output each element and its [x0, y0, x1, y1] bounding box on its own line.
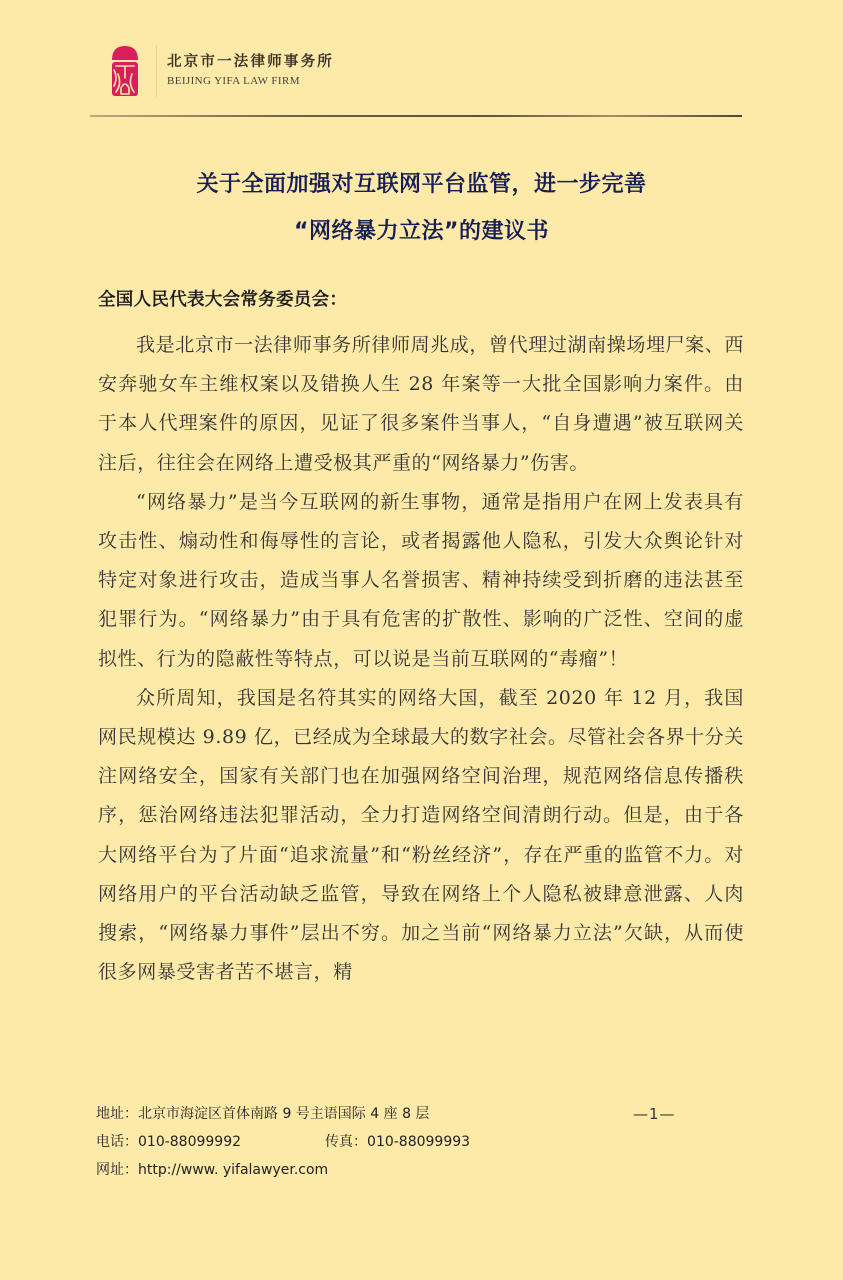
website-label: 网址：	[96, 1162, 138, 1178]
document-title-line-1: 关于全面加强对互联网平台监管，进一步完善	[196, 172, 647, 197]
salutation: 全国人民代表大会常务委员会：	[98, 290, 348, 310]
document-body	[98, 326, 744, 992]
yifa-seal-logo-icon	[110, 44, 140, 98]
fax-value: 010-88099993	[367, 1134, 471, 1150]
footer-address	[96, 1100, 470, 1128]
letterhead-divider	[156, 45, 157, 97]
header-rule	[90, 115, 742, 117]
paragraph: “网络暴力”是当今互联网的新生事物，通常是指用户在网上发表具有攻击性、煽动性和侮辱性的言论，或者揭露他人隐私，引发大众舆论针对特定对象进行攻击，造成当事人名誉损害、精神持续受到折磨的违法甚至犯罪行为。“网络暴力”由于具有危害的扩散性、影响的广泛性、空间的虚拟性、行为的隐蔽性等特点，可以说是当前互联网的“毒瘤”！	[98, 490, 744, 670]
phone-label: 电话：	[96, 1134, 138, 1150]
fax-label: 传真：	[325, 1134, 368, 1150]
footer-website	[96, 1156, 470, 1184]
firm-name-cn: 北京市一法律师事务所	[167, 53, 334, 70]
document-title-line-2: “网络暴力立法”的建议书	[294, 219, 549, 244]
paragraph: 我是北京市一法律师事务所律师周兆成，曾代理过湖南操场埋尸案、西安奔驰女车主维权案以及错换人生 28 年案等一大批全国影响力案件。由于本人代理案件的原因，见证了很多案件当事人，“自身遭遇”被互联网关注后，往往会在网络上遭受极其严重的“网络暴力”伤害。	[98, 334, 744, 474]
address-value: 北京市海淀区首体南路 9 号主语国际 4 座 8 层	[138, 1106, 430, 1122]
phone-value: 010-88099992	[138, 1134, 242, 1150]
letterhead	[110, 42, 334, 100]
paragraph: 众所周知，我国是名符其实的网络大国，截至 2020 年 12 月，我国网民规模达 9.89 亿，已经成为全球最大的数字社会。尽管社会各界十分关注网络安全，国家有关部门也在加强网络空间治理，规范网络信息传播秩序，惩治网络违法犯罪活动，全力打造网络空间清朗行动。但是，由于各大网络平台为了片面“追求流量”和“粉丝经济”，存在严重的监管不力。对网络用户的平台活动缺乏监管，导致在网络上个人隐私被肆意泄露、人肉搜索，“网络暴力事件”层出不穷。加之当前“网络暴力立法”欠缺，从而使很多网暴受害者苦不堪言，精	[98, 686, 744, 984]
website-link[interactable]: http://www. yifalawyer.com	[138, 1162, 329, 1178]
footer-contact	[96, 1128, 470, 1156]
page-number: —1—	[633, 1105, 676, 1123]
footer	[96, 1100, 470, 1184]
firm-name-en: BEIJING YIFA LAW FIRM	[167, 75, 300, 87]
firm-name	[167, 53, 334, 89]
address-label: 地址：	[96, 1106, 138, 1122]
